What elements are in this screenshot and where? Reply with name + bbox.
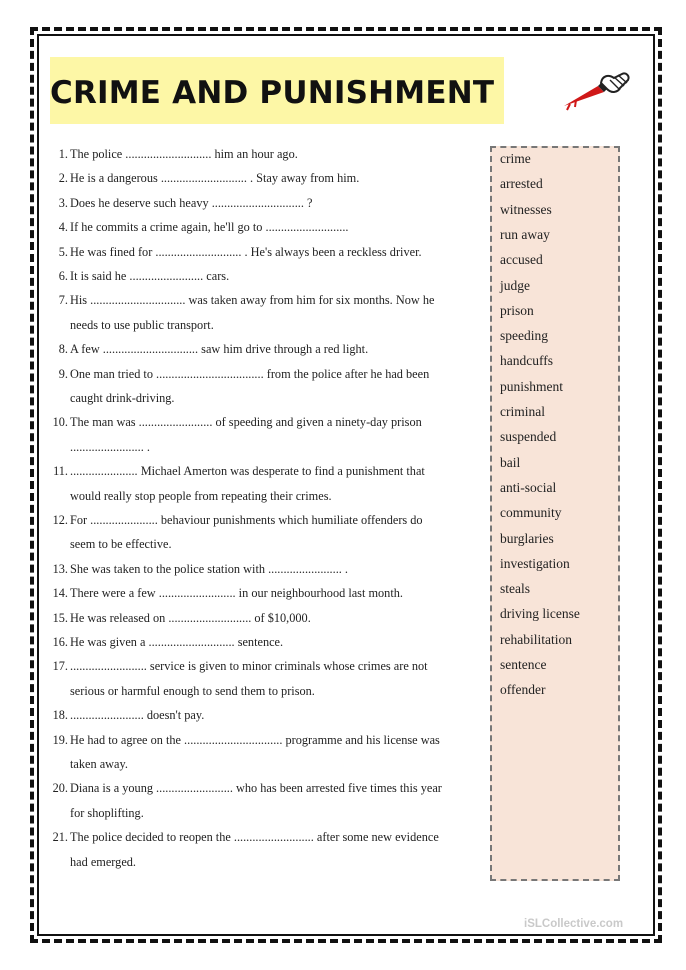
question-text: She was taken to the police station with ........................ . xyxy=(70,561,349,576)
question-number: 11. xyxy=(53,464,68,479)
word-bank-item: criminal xyxy=(500,404,545,419)
question-text: Diana is a young ......................... who has been arrested five times this year xyxy=(70,781,442,796)
question-text: He was released on ........................... of $10,000. xyxy=(70,610,311,625)
question-number: 13. xyxy=(52,561,68,576)
watermark: iSLCollective.com xyxy=(524,918,624,930)
question-text: taken away. xyxy=(70,757,128,771)
word-bank-item: offender xyxy=(500,682,546,698)
word-bank-item: community xyxy=(500,505,562,521)
word-bank-item: crime xyxy=(500,151,531,166)
question-text: seem to be effective. xyxy=(70,537,172,552)
question-text: The police decided to reopen the .......................... after some new evidence xyxy=(70,830,439,845)
question-number: 18. xyxy=(52,708,68,723)
word-bank-item: steals xyxy=(500,581,530,597)
word-bank-item: suspended xyxy=(500,429,557,445)
question-text: If he commits a crime again, he'll go to ........................... xyxy=(70,220,349,235)
question-number: 19. xyxy=(52,732,68,747)
question-text: A few ............................... saw him drive through a red light. xyxy=(70,342,369,357)
question-text: There were a few ......................... in our neighbourhood last month. xyxy=(70,586,403,601)
word-bank-item: judge xyxy=(500,277,530,293)
question-text: He had to agree on the ................................ programme and his license was xyxy=(70,732,440,747)
question-text: ........................ doesn't pay. xyxy=(70,708,205,723)
question-number: 14. xyxy=(52,586,68,601)
word-bank-item: prison xyxy=(500,302,534,318)
question-number: 4. xyxy=(58,220,68,235)
question-text: He is a dangerous ............................ . Stay away from him. xyxy=(70,171,360,186)
word-bank xyxy=(490,146,620,881)
word-bank-item: witnesses xyxy=(500,201,552,217)
question-number: 2. xyxy=(58,171,68,186)
page-title: CRIME AND PUNISHMENT xyxy=(50,75,495,111)
word-bank-item: rehabilitation xyxy=(500,631,572,647)
question-number: 16. xyxy=(52,635,68,649)
question-text: needs to use public transport. xyxy=(70,317,214,332)
question-number: 20. xyxy=(52,781,68,796)
question-number: 3. xyxy=(58,195,68,210)
question-text: ......................... service is given to minor criminals whose crimes are not xyxy=(70,659,428,674)
word-bank-item: investigation xyxy=(500,555,570,571)
question-text: had emerged. xyxy=(70,854,137,869)
question-text: He was fined for ............................ . He's always been a reckless driver. xyxy=(70,244,422,259)
question-text: for shoplifting. xyxy=(70,805,144,820)
question-text: His ............................... was taken away from him for six months. Now he xyxy=(70,293,435,308)
question-number: 6. xyxy=(58,269,68,283)
question-text: ........................ . xyxy=(70,439,150,454)
word-bank-item: arrested xyxy=(500,176,543,192)
word-bank-item: accused xyxy=(500,252,543,268)
question-text: For ...................... behaviour punishments which humiliate offenders do xyxy=(70,513,423,527)
question-text: serious or harmful enough to send them to prison. xyxy=(70,683,315,698)
question-number: 21. xyxy=(52,830,68,845)
question-text: ...................... Michael Amerton was desperate to find a punishment that xyxy=(70,464,425,479)
question-number: 17. xyxy=(52,659,68,674)
question-number: 7. xyxy=(58,293,68,308)
question-number: 9. xyxy=(58,366,68,381)
question-text: It is said he ........................ cars. xyxy=(70,269,230,283)
question-number: 5. xyxy=(58,244,68,259)
question-text: caught drink-driving. xyxy=(70,391,175,405)
question-text: He was given a ............................ sentence. xyxy=(70,635,284,649)
word-bank-item: burglaries xyxy=(500,530,554,546)
word-bank-item: anti-social xyxy=(500,479,557,495)
word-bank-item: bail xyxy=(500,454,521,470)
question-text: One man tried to ................................... from the police after he had been xyxy=(70,366,430,381)
word-bank-item: handcuffs xyxy=(500,353,553,369)
question-number: 1. xyxy=(58,147,68,161)
question-text: Does he deserve such heavy .............................. ? xyxy=(70,195,313,210)
question-number: 15. xyxy=(52,610,68,625)
word-bank-item: speeding xyxy=(500,328,548,344)
bloody-knife-icon xyxy=(558,62,640,112)
question-number: 12. xyxy=(52,513,68,527)
word-bank-item: run away xyxy=(500,226,550,242)
word-bank-item: punishment xyxy=(500,378,563,394)
word-bank-item: driving license xyxy=(500,606,580,622)
question-number: 8. xyxy=(58,342,68,357)
question-text: The police ............................ him an hour ago. xyxy=(70,147,298,161)
question-number: 10. xyxy=(52,415,68,430)
question-text: would really stop people from repeating their crimes. xyxy=(70,488,332,503)
word-bank-item: sentence xyxy=(500,657,547,672)
question-text: The man was ........................ of speeding and given a ninety-day prison xyxy=(70,415,422,430)
